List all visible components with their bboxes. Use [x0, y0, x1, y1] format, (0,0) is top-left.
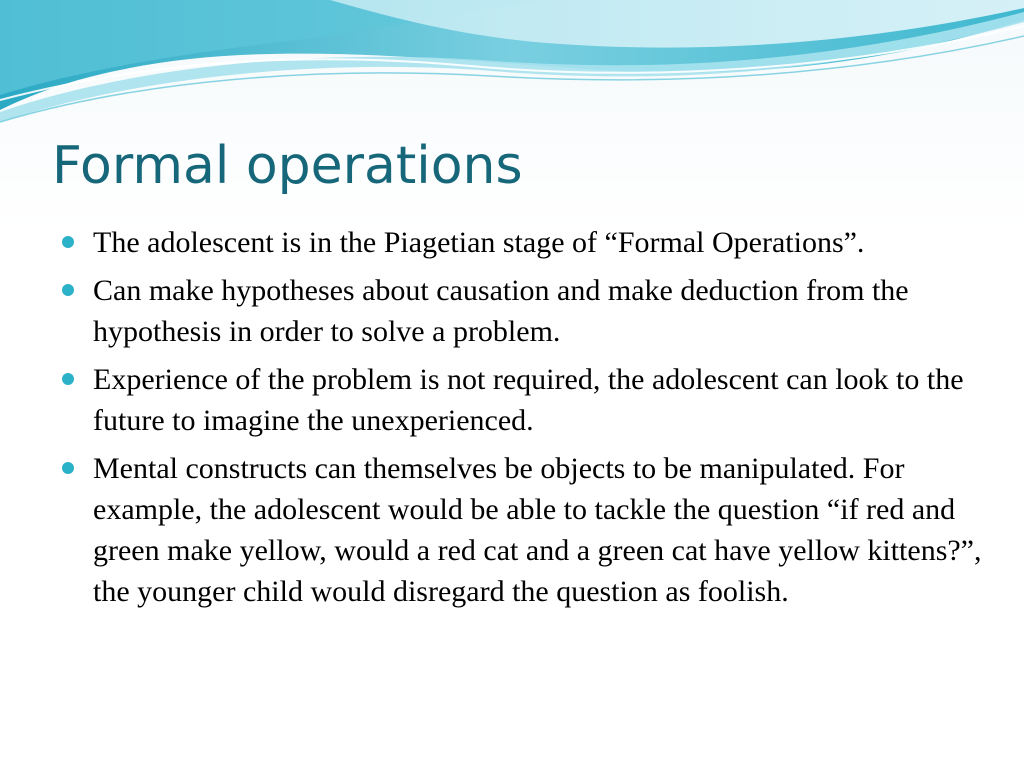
bullet-list	[62, 222, 982, 619]
bullet-text: The adolescent is in the Piagetian stage of “Formal Operations”.	[93, 226, 865, 259]
bullet-item	[62, 359, 982, 441]
bullet-dot-icon	[62, 284, 74, 296]
bullet-item	[62, 448, 982, 612]
bullet-text: Can make hypotheses about causation and make deduction from the hypothesis in order to solve a problem.	[93, 274, 909, 348]
header-wave-decoration	[0, 0, 1024, 130]
bullet-dot-icon	[62, 373, 74, 385]
bullet-text: Experience of the problem is not required, the adolescent can look to the future to imagine the unexperienced.	[93, 363, 964, 437]
bullet-item	[62, 222, 982, 263]
bullet-dot-icon	[62, 462, 74, 474]
bullet-text: Mental constructs can themselves be objects to be manipulated. For example, the adolescent would be able to tackle the question “if red and green make yellow, would a red cat and a green cat have yellow kittens?”, the younger child would disregard the question as foolish.	[93, 452, 982, 608]
bullet-item	[62, 270, 982, 352]
slide-title: Formal operations	[52, 136, 523, 196]
bullet-dot-icon	[62, 236, 74, 248]
